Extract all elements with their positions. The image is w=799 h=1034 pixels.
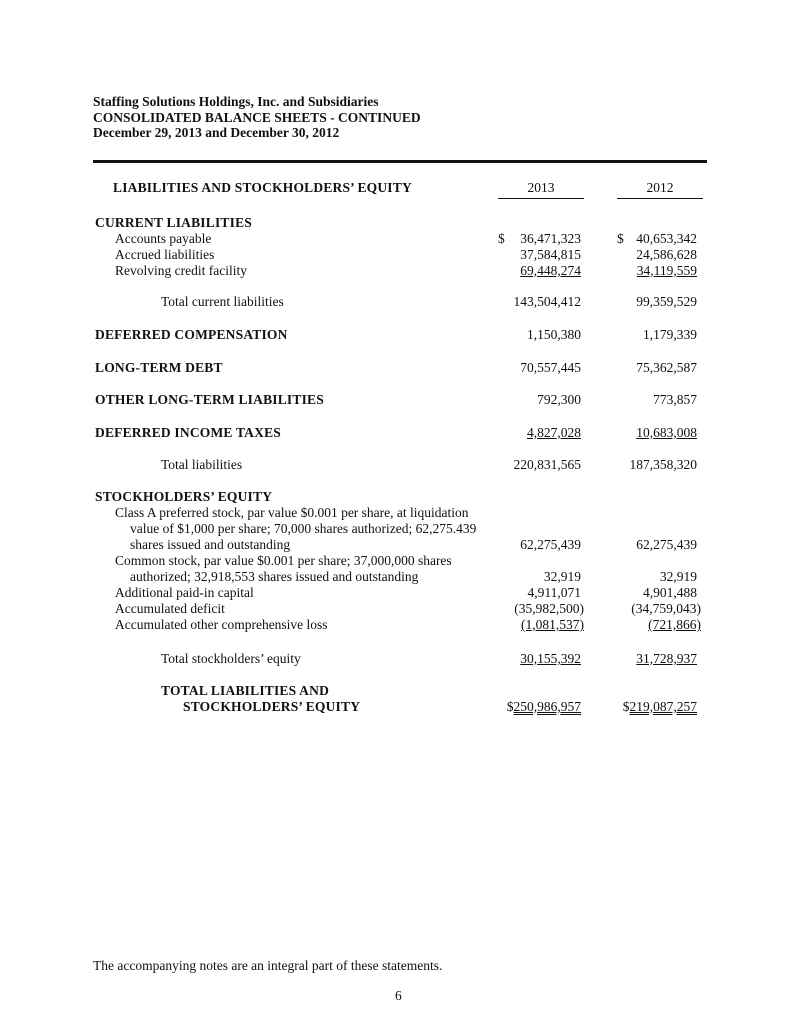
column-2013: 2013: [498, 180, 584, 199]
table-row: Class A preferred stock, par value $0.001 per share, at liquidation value of $1,000 per share; 70,000 shares authorized; 62,275.439 shares issued and outstanding 62,275,439 62,275,439: [115, 505, 697, 552]
grand-total-row: TOTAL LIABILITIES AND STOCKHOLDERS’ EQUITY $250,986,957 $219,087,257: [161, 683, 697, 714]
company-name: Staffing Solutions Holdings, Inc. and Subsidiaries: [93, 94, 379, 109]
column-2012: 2012: [617, 180, 703, 199]
document-header: [93, 94, 421, 141]
footer-note: The accompanying notes are an integral part of these statements.: [93, 958, 443, 973]
section-title: LIABILITIES AND STOCKHOLDERS’ EQUITY: [113, 180, 412, 195]
page-number: 6: [395, 988, 402, 1003]
statement-dates: December 29, 2013 and December 30, 2012: [93, 125, 340, 140]
statement-title: CONSOLIDATED BALANCE SHEETS - CONTINUED: [93, 109, 421, 125]
header-rule: [93, 160, 707, 163]
table-row: Common stock, par value $0.001 per share; 37,000,000 shares authorized; 32,918,553 shares issued and outstanding 32,919 32,919: [115, 553, 697, 584]
